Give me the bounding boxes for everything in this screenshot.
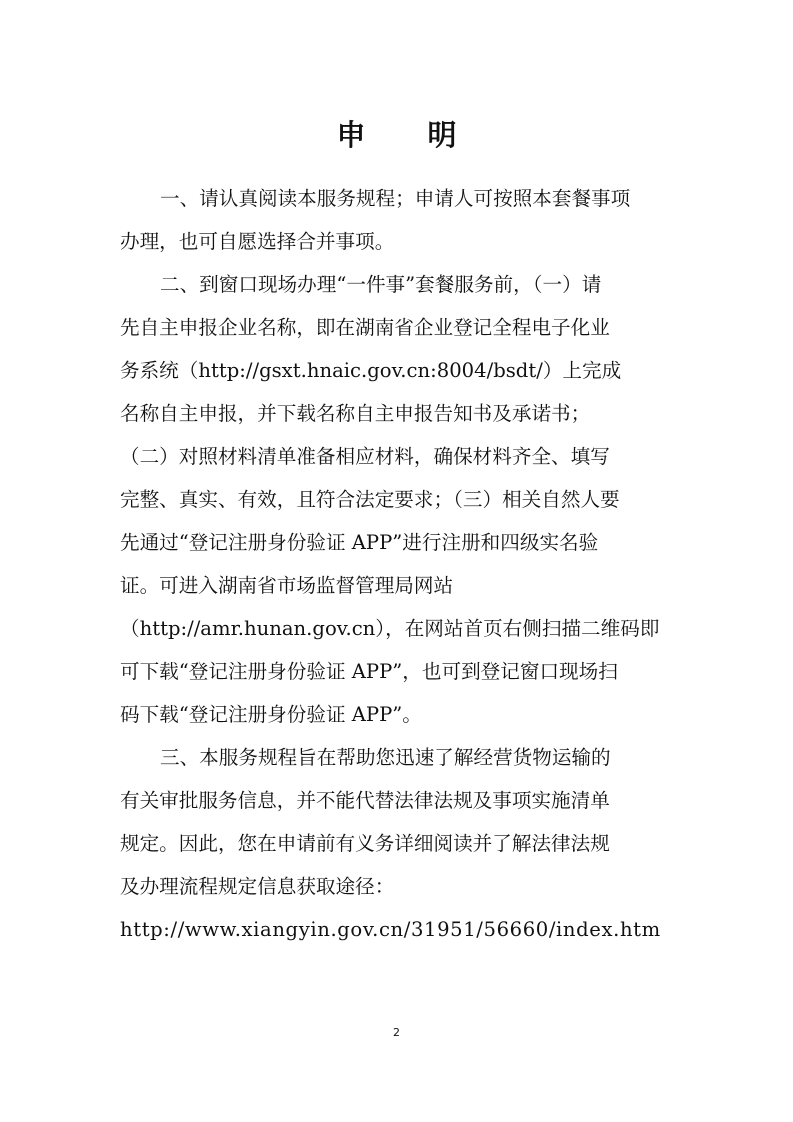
paragraph-2-line-4: 名称自主申报，并下载名称自主申报告知书及承诺书； (120, 402, 591, 425)
paragraph-2-line-7: 先通过“登记注册身份验证 APP”进行注册和四级实名验 (120, 531, 599, 554)
paragraph-2-line-9: （http://amr.hunan.gov.cn），在网站首页右侧扫描二维码即 (120, 617, 660, 640)
paragraph-2-line-3: 务系统（http://gsxt.hnaic.gov.cn:8004/bsdt/）上完成 (120, 359, 622, 382)
paragraph-1-line-2: 办理，也可自愿选择合并事项。 (120, 230, 395, 253)
page-title: 申 明 (336, 118, 483, 153)
paragraph-2-line-6: 完整、真实、有效，且符合法定要求；（三）相关自然人要 (120, 488, 620, 511)
paragraph-2-line-11: 码下载“登记注册身份验证 APP”。 (120, 703, 422, 726)
paragraph-2-line-1: 二、到窗口现场办理“一件事”套餐服务前，（一）请 (160, 273, 602, 296)
paragraph-3-line-1: 三、本服务规程旨在帮助您迅速了解经营货物运输的 (160, 746, 611, 769)
paragraph-3-line-2: 有关审批服务信息，并不能代替法律法规及事项实施清单 (120, 789, 610, 812)
paragraph-2-line-10: 可下载“登记注册身份验证 APP”，也可到登记窗口现场扫 (120, 660, 618, 683)
paragraph-3-line-4: 及办理流程规定信息获取途径： (120, 875, 395, 898)
paragraph-2-line-5: （二）对照材料清单准备相应材料，确保材料齐全、填写 (120, 445, 610, 468)
paragraph-2-line-8: 证。可进入湖南省市场监督管理局网站 (120, 574, 454, 597)
page-number: 2 (393, 1026, 400, 1039)
paragraph-2-line-2: 先自主申报企业名称，即在湖南省企业登记全程电子化业 (120, 316, 610, 339)
paragraph-1-line-1: 一、请认真阅读本服务规程；申请人可按照本套餐事项 (160, 187, 631, 210)
information-url[interactable]: http://www.xiangyin.gov.cn/31951/56660/index.htm (120, 918, 661, 941)
paragraph-3-line-3: 规定。因此，您在申请前有义务详细阅读并了解法律法规 (120, 832, 610, 855)
